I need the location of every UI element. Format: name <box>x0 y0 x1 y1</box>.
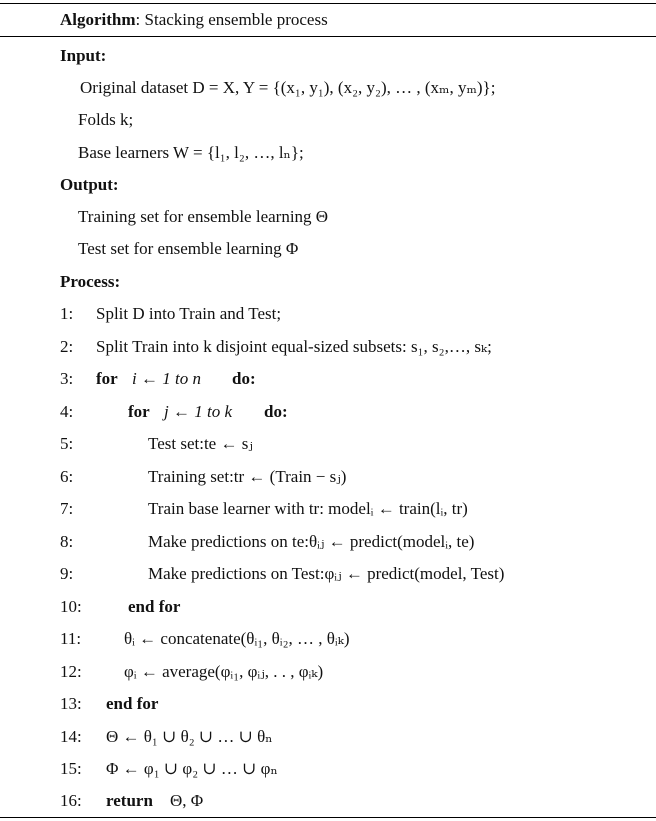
line-number: 3: <box>60 369 74 388</box>
input-folds: Folds k; <box>78 110 134 129</box>
keyword-end-for: end for <box>106 694 159 713</box>
line-number: 14: <box>60 727 82 746</box>
output-header: Output: <box>60 175 119 194</box>
process-line <box>0 396 656 428</box>
process-line <box>0 558 656 590</box>
process-line <box>0 623 656 655</box>
output-test: Test set for ensemble learning Φ <box>78 239 299 258</box>
process-line <box>0 363 656 395</box>
header-rule <box>0 36 656 37</box>
line-text: i ← 1 to n <box>132 369 201 388</box>
line-text: θᵢ ← concatenate(θᵢ₁, θᵢ₂, … , θᵢₖ) <box>124 629 350 648</box>
input-header: Input: <box>60 46 107 65</box>
line-number: 13: <box>60 694 82 713</box>
line-number: 11: <box>60 629 82 648</box>
input-learners-row <box>0 137 656 169</box>
algorithm-name: : Stacking ensemble process <box>135 10 328 29</box>
keyword-return: return <box>106 791 153 810</box>
keyword-for: for <box>96 369 118 388</box>
input-learners: Base learners W = {l₁, l₂, …, lₙ}; <box>78 143 304 162</box>
process-line <box>0 753 656 785</box>
line-number: 16: <box>60 791 82 810</box>
line-text: Split Train into k disjoint equal-sized subsets: s₁, s₂,…, sₖ; <box>96 337 492 356</box>
line-number: 6: <box>60 467 74 486</box>
output-test-row <box>0 233 656 265</box>
line-number: 2: <box>60 337 74 356</box>
process-line <box>0 428 656 460</box>
process-line <box>0 721 656 753</box>
line-number: 12: <box>60 662 82 681</box>
keyword-end-for: end for <box>128 597 181 616</box>
input-dataset-row <box>0 72 656 104</box>
line-number: 15: <box>60 759 82 778</box>
line-text: Training set:tr ← (Train − sⱼ) <box>148 467 347 486</box>
line-text: Train base learner with tr: modelᵢ ← train(lᵢ, tr) <box>148 499 468 518</box>
line-text: φᵢ ← average(φᵢ₁, φᵢⱼ, . . , φᵢₖ) <box>124 662 324 681</box>
process-line <box>0 526 656 558</box>
input-folds-row <box>0 104 656 136</box>
line-text: Make predictions on Test:φᵢⱼ ← predict(model, Test) <box>148 564 505 583</box>
line-text: j ← 1 to k <box>164 402 232 421</box>
input-header-row <box>0 40 656 72</box>
output-header-row <box>0 169 656 201</box>
line-number: 8: <box>60 532 74 551</box>
line-number: 1: <box>60 304 74 323</box>
keyword-do: do: <box>264 402 288 421</box>
process-header-row <box>0 266 656 298</box>
output-training-row <box>0 201 656 233</box>
line-text: Test set:te ← sⱼ <box>148 434 253 453</box>
process-line <box>0 656 656 688</box>
line-text: Θ, Φ <box>170 791 204 810</box>
input-dataset: Original dataset D = X, Y = {(x₁, y₁), (x₂, y₂), … , (xₘ, yₘ)}; <box>80 78 496 97</box>
bottom-rule <box>0 817 656 818</box>
process-line <box>0 461 656 493</box>
line-text: Make predictions on te:θᵢⱼ ← predict(modelᵢ, te) <box>148 532 475 551</box>
line-text: Θ ← θ₁ ∪ θ₂ ∪ … ∪ θₙ <box>106 727 273 746</box>
line-text: Φ ← φ₁ ∪ φ₂ ∪ … ∪ φₙ <box>106 759 278 778</box>
process-line <box>0 785 656 817</box>
output-training: Training set for ensemble learning Θ <box>78 207 329 226</box>
process-line <box>0 688 656 720</box>
line-text: Split D into Train and Test; <box>96 304 282 323</box>
process-header: Process: <box>60 272 121 291</box>
line-number: 4: <box>60 402 74 421</box>
keyword-do: do: <box>232 369 256 388</box>
line-number: 7: <box>60 499 74 518</box>
process-line <box>0 493 656 525</box>
line-number: 10: <box>60 597 82 616</box>
process-line <box>0 591 656 623</box>
algorithm-label: Algorithm <box>60 10 136 29</box>
line-number: 5: <box>60 434 74 453</box>
process-line <box>0 331 656 363</box>
keyword-for: for <box>128 402 150 421</box>
line-number: 9: <box>60 564 74 583</box>
algorithm-title <box>60 4 650 36</box>
process-line <box>0 298 656 330</box>
